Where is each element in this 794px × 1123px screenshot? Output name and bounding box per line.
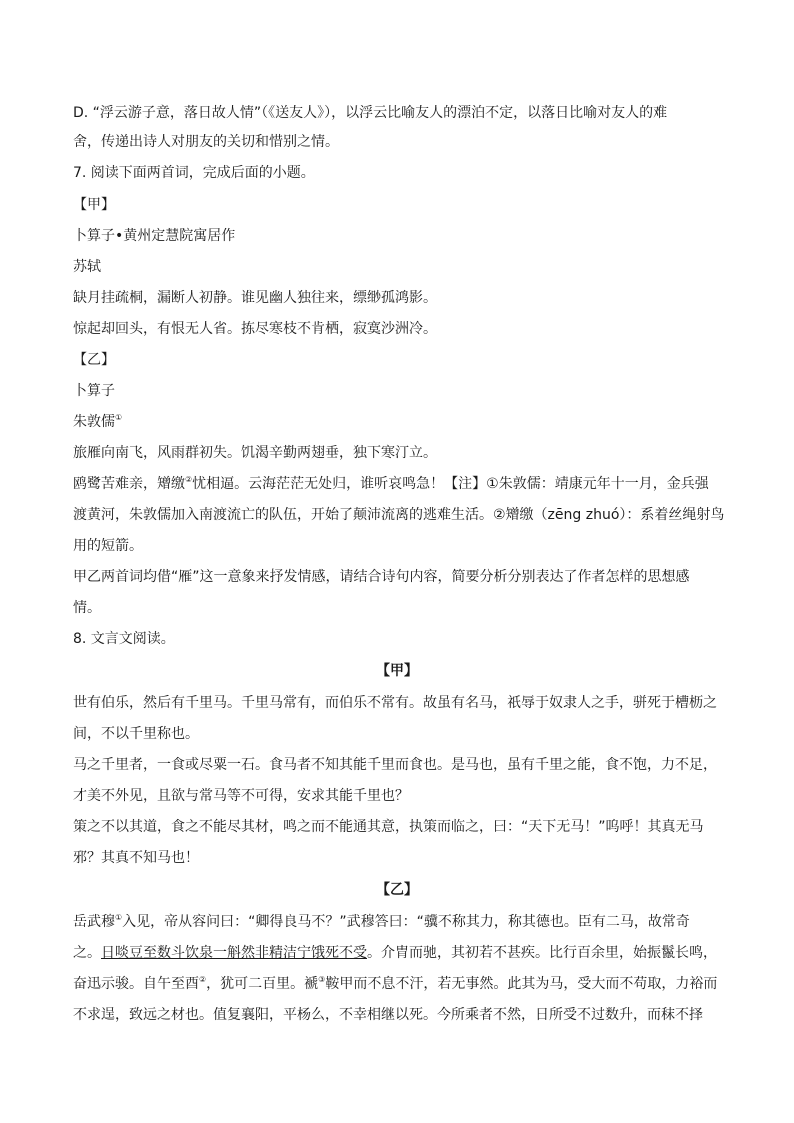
passage-yi-line-3-mid: ，犹可二百里。褫: [206, 976, 319, 992]
footnote-marker: ①: [115, 913, 123, 922]
poem-jia-title: 卜算子•黄州定慧院寓居作: [73, 228, 236, 244]
passage-jia-p3-line-2: 邪？其真不知马也！: [73, 850, 199, 866]
question-7-text-line-2: 情。: [73, 600, 101, 616]
poem-jia-author: 苏轼: [73, 259, 101, 275]
footnote-marker: ②: [199, 975, 207, 984]
option-d-line-1: D. “浮云游子意，落日故人情”（《送友人》），以浮云比喻友人的漂泊不定，以落日比喻对友人的难: [73, 105, 668, 121]
footnote-marker: ①: [115, 413, 123, 422]
passage-yi-line-1: [73, 912, 733, 932]
passage-yi-line-4: 不求逞，致远之材也。值复襄阳，平杨么，不幸相继以死。今所乘者不然，日所受不过数升，而秣不择: [73, 1007, 703, 1023]
poem-jia-label: 【甲】: [73, 197, 115, 213]
poem-yi-line-1: 旅雁向南飞，风雨群初失。饥渴辛勤两翅垂，独下寒汀立。: [73, 445, 437, 461]
passage-yi-line-2-rest: 。介胄而驰，其初若不甚疾。比行百余里，始振鬣长鸣，: [367, 945, 717, 961]
passage-yi-line-2-start: 之。: [73, 945, 101, 961]
question-7-prompt: 7. 阅读下面两首词，完成后面的小题。: [73, 165, 315, 181]
poem-jia-line-1: 缺月挂疏桐，漏断人初静。谁见幽人独往来，缥缈孤鸿影。: [73, 290, 437, 306]
poem-yi-label: 【乙】: [73, 352, 115, 368]
passage-jia-p3-line-1: 策之不以其道，食之不能尽其材，鸣之而不能通其意，执策而临之，曰：“天下无马！”呜呼！其真无马: [73, 819, 704, 835]
passage-jia-p1-line-2: 间，不以千里称也。: [73, 726, 199, 742]
footnote-marker: ③: [318, 975, 326, 984]
poem-yi-line-2-start: 鸥鹭苦难亲，矰缴: [73, 476, 185, 492]
passage-jia-p2-line-2: 才美不外见，且欲与常马等不可得，安求其能千里也？: [73, 788, 409, 804]
passage-yi-line-2: [73, 943, 733, 963]
passage-jia-p1-line-1: 世有伯乐，然后有千里马。千里马常有，而伯乐不常有。故虽有名马，祇辱于奴隶人之手，骈死于槽枥之: [73, 695, 717, 711]
poem-yi-note-line-2: 用的短箭。: [73, 538, 143, 554]
passage-yi-label: 【乙】: [376, 882, 418, 898]
passage-jia-p2-line-1: 马之千里者，一食或尽粟一石。食马者不知其能千里而食也。是马也，虽有千里之能，食不饱，力不足，: [73, 757, 717, 773]
question-7-text-line-1: 甲乙两首词均借“雁”这一意象来抒发情感，请结合诗句内容，简要分析分别表达了作者怎样的思想感: [73, 569, 690, 585]
footnote-marker: ②: [185, 475, 193, 484]
poem-jia-line-2: 惊起却回头，有恨无人省。拣尽寒枝不肯栖，寂寞沙洲冷。: [73, 321, 437, 337]
passage-yi-line-1-rest: 入见，帝从容问曰：“卿得良马不？”武穆答曰：“骥不称其力，称其德也。臣有二马，故常奇: [122, 914, 690, 930]
poem-yi-title: 卜算子: [73, 383, 115, 399]
poem-yi-author: [73, 412, 733, 432]
poem-yi-author-name: 朱敦儒: [73, 414, 115, 430]
poem-yi-note-line-1: 渡黄河，朱敦儒加入南渡流亡的队伍，开始了颠沛流离的逃难生活。②矰缴（zēng zhuó）：系着丝绳射鸟: [73, 507, 725, 523]
poem-yi-line-2-rest: 忧相逼。云海茫茫无处归，谁听哀鸣急！【注】①朱敦儒：靖康元年十一月，金兵强: [192, 476, 709, 492]
passage-yi-line-3-rest: 鞍甲而不息不汗，若无事然。此其为马，受大而不苟取，力裕而: [325, 976, 718, 992]
poem-yi-line-2: [73, 474, 733, 494]
passage-jia-label: 【甲】: [376, 663, 418, 679]
passage-yi-line-3: [73, 974, 733, 994]
option-d-line-2: 舍，传递出诗人对朋友的关切和惜别之情。: [73, 134, 339, 150]
underlined-sentence: 日啖豆至数斗饮泉一斛然非精洁宁饿死不受: [101, 945, 367, 961]
passage-yi-line-3-start: 奋迅示骏。自午至酉: [73, 976, 199, 992]
question-8-prompt: 8. 文言文阅读。: [73, 631, 175, 647]
passage-yi-line-1-start: 岳武穆: [73, 914, 115, 930]
